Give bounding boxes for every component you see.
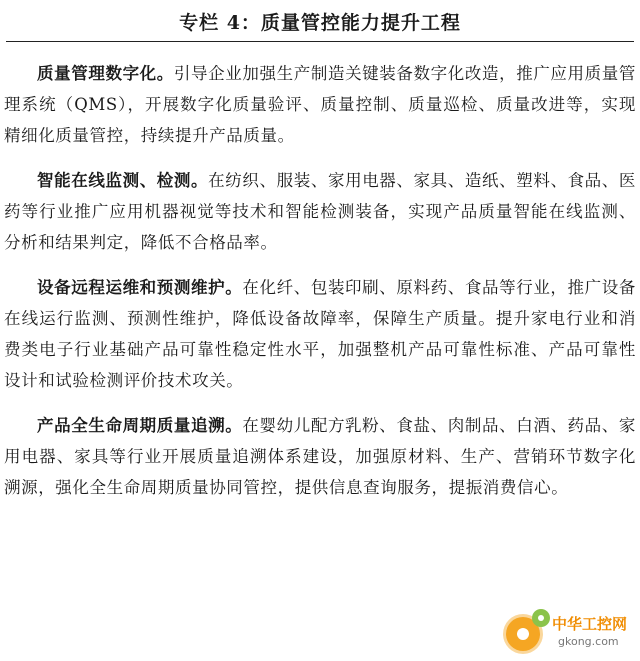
- paragraph-body: 在纺织、服装、家用电器、家具、造纸、塑料、食品、医药等行业推广应用机器视觉等技术和智能检测装备，实现产品质量智能在线监测、分析和结果判定，降低不合格品率。: [4, 171, 637, 252]
- paragraph-remote-maintenance: [4, 272, 636, 396]
- watermark-domain: gkong.com: [558, 635, 619, 648]
- box-content: [4, 58, 636, 517]
- paragraph-lead: 质量管理数字化。: [37, 64, 174, 83]
- watermark-brand: 中华工控网: [552, 615, 628, 633]
- paragraph-lead: 设备远程运维和预测维护。: [37, 278, 243, 297]
- box-title: 专栏 4：质量管控能力提升工程: [179, 12, 461, 34]
- paragraph-inline-inspection: [4, 165, 636, 258]
- paragraph-body: 在婴幼儿配方乳粉、食盐、肉制品、白酒、药品、家用电器、家具等行业开展质量追溯体系建设，加强原材料、生产、营销环节数字化溯源，强化全生命周期质量协同管控，提供信息查询服务，提振消费信心。: [4, 416, 636, 497]
- gear-icon: [532, 609, 550, 627]
- paragraph-traceability: [4, 410, 636, 503]
- paragraph-lead: 产品全生命周期质量追溯。: [37, 416, 243, 435]
- watermark-logo: [506, 609, 636, 655]
- paragraph-body: 引导企业加强生产制造关键装备数字化改造，推广应用质量管理系统（QMS），开展数字化质量验评、质量控制、质量巡检、质量改进等，实现精细化质量管控，持续提升产品质量。: [4, 64, 636, 145]
- title-divider: [6, 41, 634, 42]
- paragraph-qms: [4, 58, 636, 151]
- paragraph-body: 在化纤、包装印刷、原料药、食品等行业，推广设备在线运行监测、预测性维护，降低设备故障率，保障生产质量。提升家电行业和消费类电子行业基础产品可靠性稳定性水平，加强整机产品可靠性标准、产品可靠性设计和试验检测评价技术攻关。: [4, 278, 636, 390]
- paragraph-lead: 智能在线监测、检测。: [37, 171, 209, 190]
